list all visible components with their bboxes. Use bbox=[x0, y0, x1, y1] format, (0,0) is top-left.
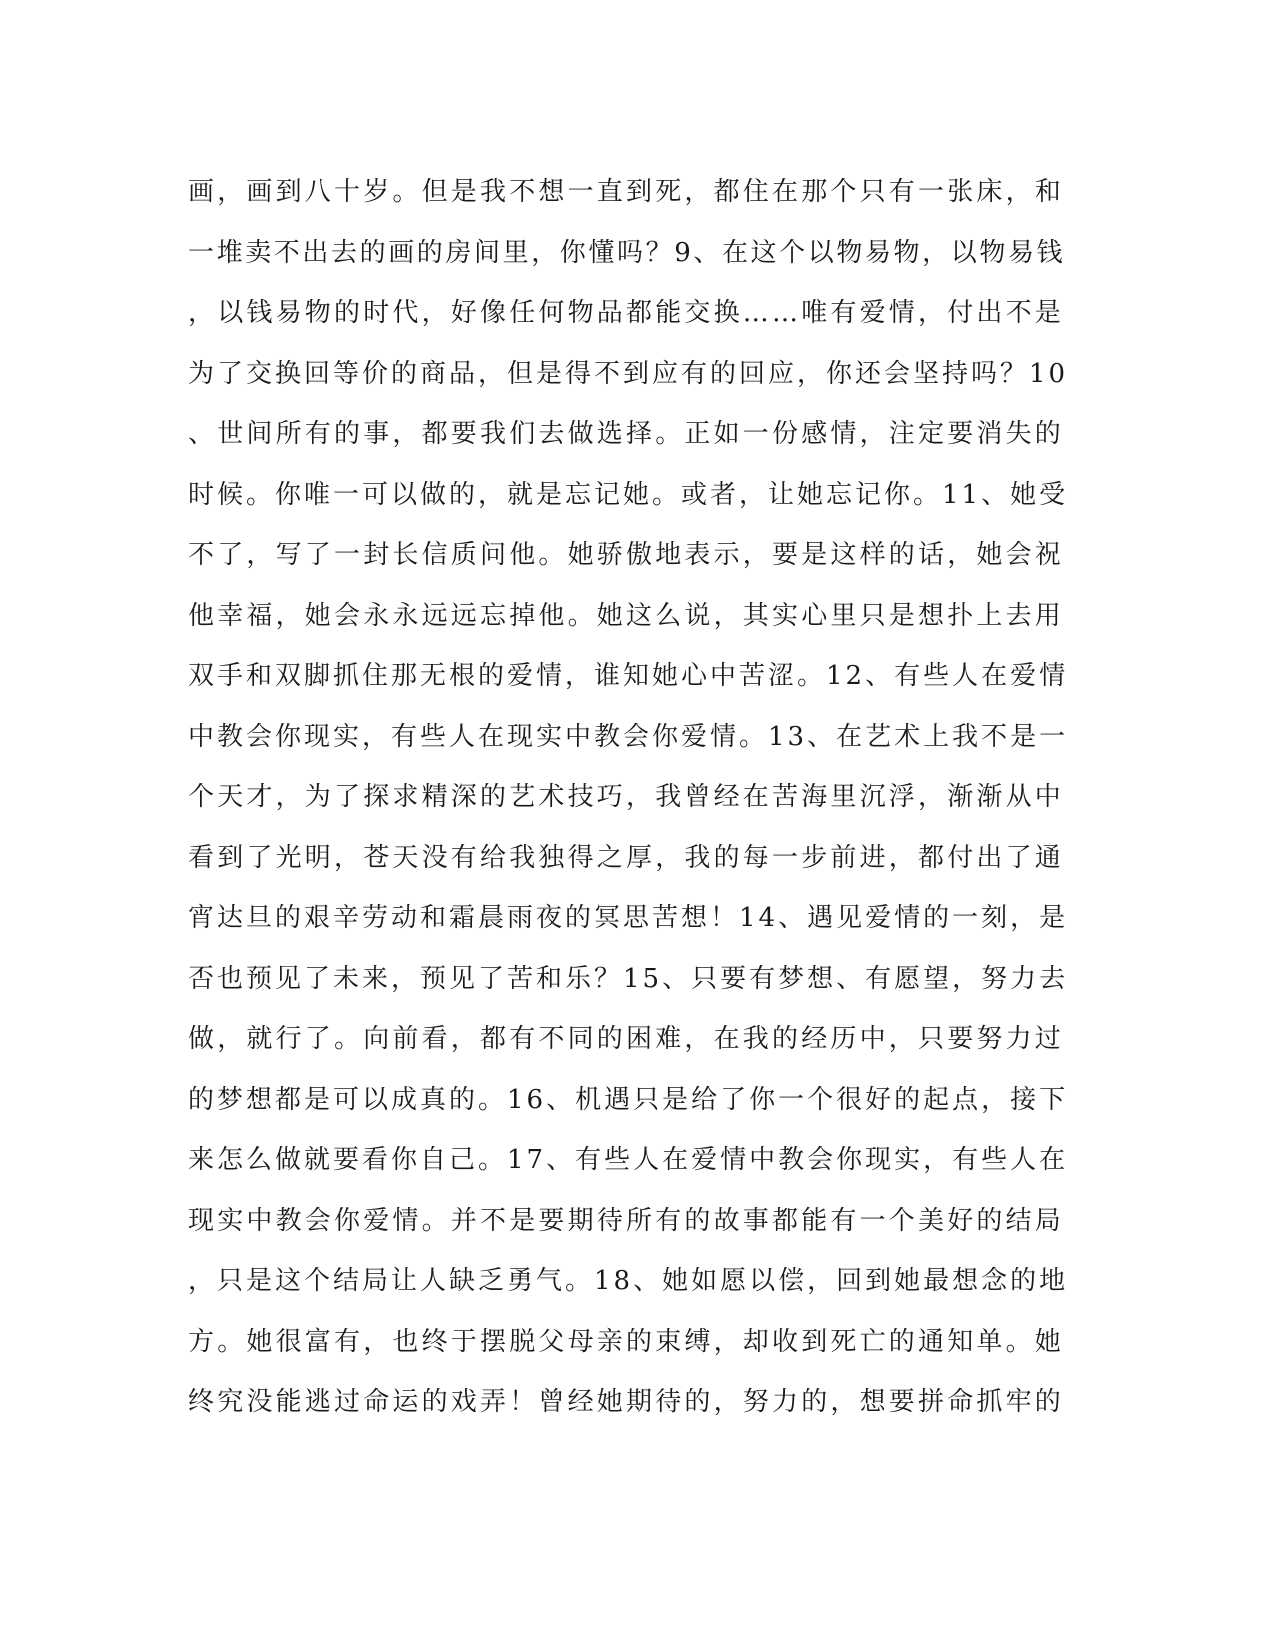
text-line: 方。她很富有，也终于摆脱父母亲的束缚，却收到死亡的通知单。她 bbox=[188, 1326, 1065, 1357]
text-line: 的梦想都是可以成真的。16、机遇只是给了你一个很好的起点，接下 bbox=[188, 1084, 1069, 1115]
text-line: 看到了光明，苍天没有给我独得之厚，我的每一步前进，都付出了通 bbox=[188, 842, 1065, 873]
text-line: 否也预见了未来，预见了苦和乐？15、只要有梦想、有愿望，努力去 bbox=[188, 963, 1069, 994]
text-line: 宵达旦的艰辛劳动和霜晨雨夜的冥思苦想！14、遇见爱情的一刻，是 bbox=[188, 903, 1069, 933]
text-line: 中教会你现实，有些人在现实中教会你爱情。13、在艺术上我不是一 bbox=[188, 721, 1069, 752]
text-line: 做，就行了。向前看，都有不同的困难，在我的经历中，只要努力过 bbox=[188, 1024, 1065, 1054]
text-line: 个天才，为了探求精深的艺术技巧，我曾经在苦海里沉浮，渐渐从中 bbox=[188, 782, 1065, 812]
text-line: 为了交换回等价的商品，但是得不到应有的回应，你还会坚持吗？10 bbox=[188, 358, 1069, 389]
text-line: ，只是这个结局让人缺乏勇气。18、她如愿以偿，回到她最想念的地 bbox=[188, 1266, 1069, 1296]
text-line: 不了，写了一封长信质问他。她骄傲地表示，要是这样的话，她会祝 bbox=[188, 540, 1065, 570]
text-line: ，以钱易物的时代，好像任何物品都能交换……唯有爱情，付出不是 bbox=[188, 298, 1065, 328]
body-text bbox=[188, 162, 1068, 1433]
text-line: 一堆卖不出去的画的房间里，你懂吗？9、在这个以物易物，以物易钱 bbox=[188, 237, 1066, 268]
text-line: 双手和双脚抓住那无根的爱情，谁知她心中苦涩。12、有些人在爱情 bbox=[188, 661, 1069, 691]
text-line: 来怎么做就要看你自己。17、有些人在爱情中教会你现实，有些人在 bbox=[188, 1145, 1069, 1175]
text-line: 终究没能逃过命运的戏弄！曾经她期待的，努力的，想要拼命抓牢的 bbox=[188, 1387, 1065, 1417]
text-line: 画，画到八十岁。但是我不想一直到死，都住在那个只有一张床，和 bbox=[188, 177, 1065, 207]
text-line: 他幸福，她会永永远远忘掉他。她这么说，其实心里只是想扑上去用 bbox=[188, 600, 1065, 631]
text-line: 现实中教会你爱情。并不是要期待所有的故事都能有一个美好的结局 bbox=[188, 1205, 1065, 1236]
text-line: 、世间所有的事，都要我们去做选择。正如一份感情，注定要消失的 bbox=[188, 419, 1065, 449]
text-line: 时候。你唯一可以做的，就是忘记她。或者，让她忘记你。11、她受 bbox=[188, 479, 1069, 510]
